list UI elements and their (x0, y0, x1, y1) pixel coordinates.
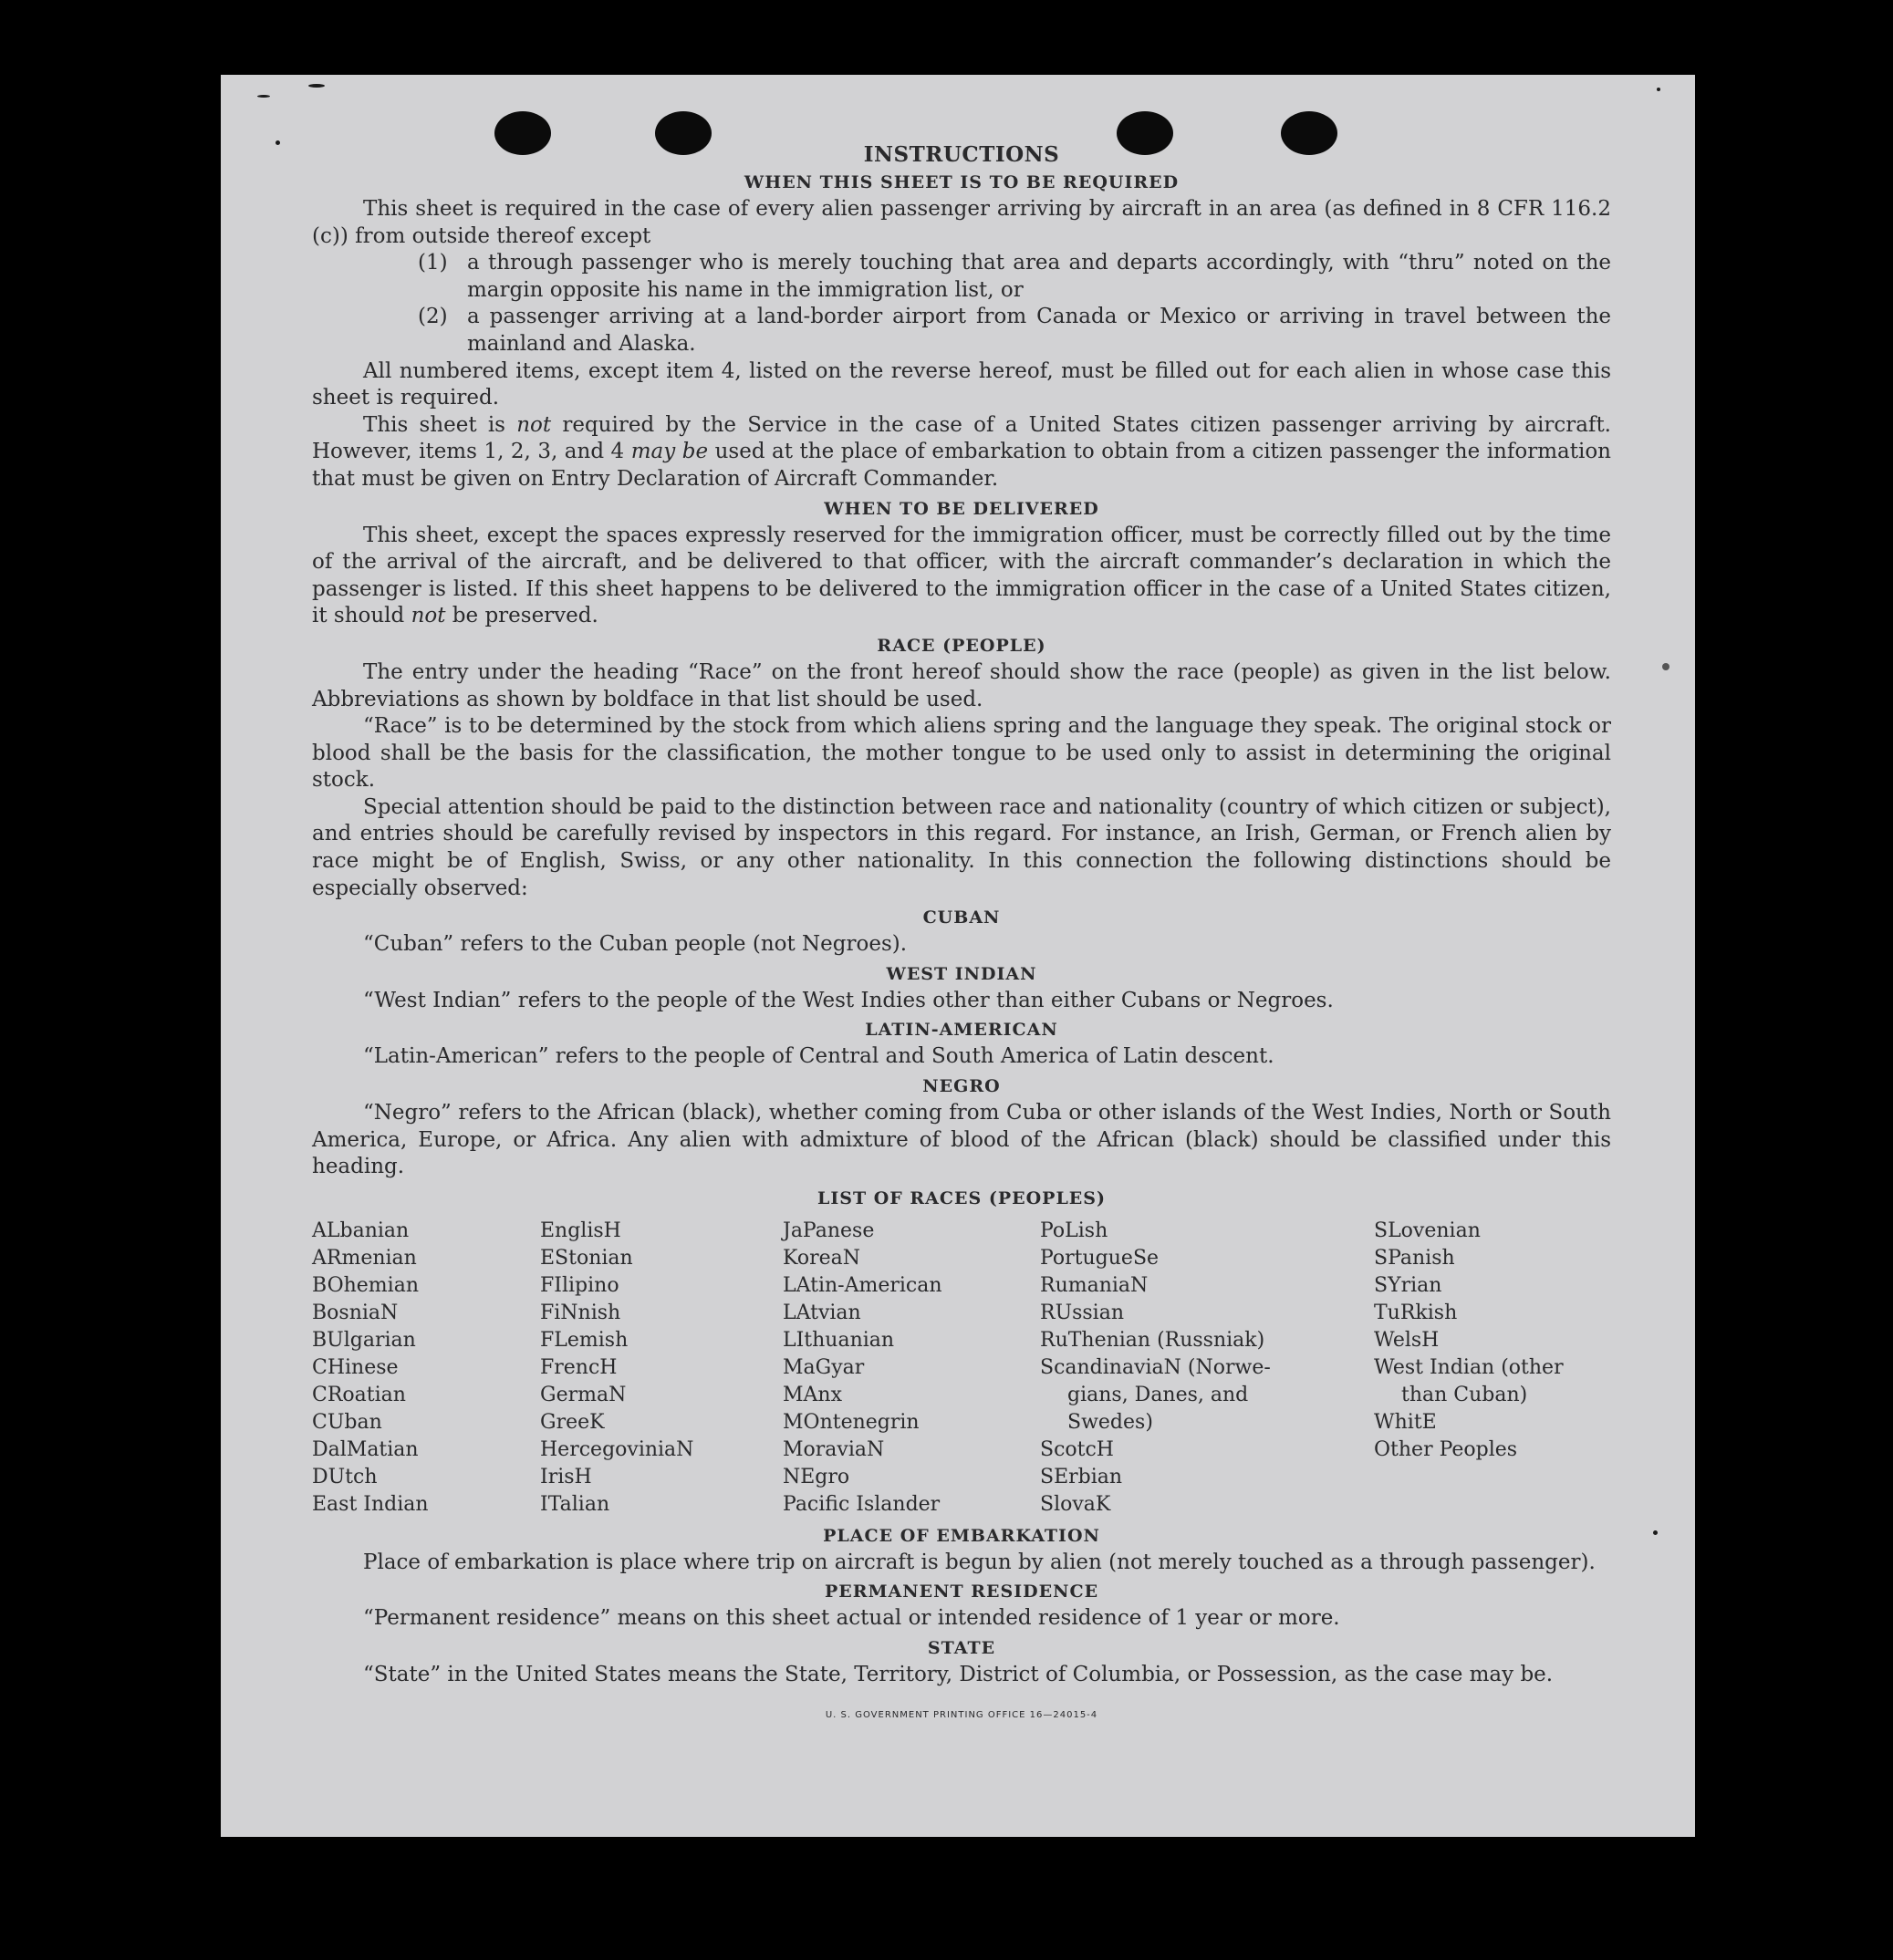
paragraph: The entry under the heading “Race” on the front hereof should show the race (people) as given in the list below. Abbreviations as shown by boldface in that list should be used. (312, 659, 1611, 711)
race-entry: ScotcH (1040, 1437, 1114, 1461)
list-item (418, 304, 1611, 358)
section-heading: LIST OF RACES (PEOPLES) (817, 1187, 1106, 1208)
race-entry: PortugueSe (1040, 1246, 1160, 1270)
document-sheet (221, 75, 1695, 1837)
race-entry: HercegoviniaN (540, 1437, 694, 1461)
race-entry: ScandinaviaN (Norwe- (1040, 1355, 1271, 1379)
race-entry: DUtch (312, 1465, 378, 1488)
paragraph: Place of embarkation is place where trip on aircraft is begun by alien (not merely touched as a through passenger). (363, 1550, 1596, 1574)
race-entry: TuRkish (1374, 1301, 1458, 1324)
race-entry: WhitE (1374, 1410, 1437, 1434)
paragraph: “State” in the United States means the State, Territory, District of Columbia, or Possession, as the case may be. (363, 1663, 1554, 1686)
race-entry: CHinese (312, 1355, 399, 1379)
race-column (540, 1218, 783, 1519)
race-entry: ITalian (540, 1492, 610, 1516)
emphasis: may be (630, 440, 709, 464)
paragraph: All numbered items, except item 4, listed on the reverse hereof, must be filled out for each alien in whose case this sheet is required. (312, 358, 1611, 410)
paragraph: “Latin-American” refers to the people of Central and South America of Latin descent. (363, 1044, 1274, 1069)
paragraph: “Cuban” refers to the Cuban people (not Negroes). (363, 932, 908, 957)
race-entry: East Indian (312, 1492, 429, 1516)
section-heading: PLACE OF EMBARKATION (823, 1525, 1100, 1546)
race-entry: PoLish (1040, 1219, 1108, 1242)
speck (1657, 88, 1660, 91)
section-heading: WHEN TO BE DELIVERED (824, 498, 1099, 519)
race-entry: LIthuanian (783, 1328, 895, 1352)
race-entry: WelsH (1374, 1328, 1440, 1352)
paragraph: This sheet is required in the case of every alien passenger arriving by aircraft in an area (as defined in 8 CFR 116.2 (c)) from outside thereof except (312, 197, 1611, 248)
race-entry: RumaniaN (1040, 1273, 1149, 1297)
race-entry: FiNnish (540, 1301, 621, 1324)
section-heading: LATIN-AMERICAN (865, 1020, 1058, 1041)
paragraph: “Permanent residence” means on this sheet actual or intended residence of 1 year or more. (363, 1606, 1340, 1631)
race-entry: RuThenian (Russniak) (1040, 1328, 1265, 1352)
race-entry: CRoatian (312, 1383, 406, 1406)
text-run: be preserved. (445, 604, 598, 628)
race-entry: MOntenegrin (783, 1410, 920, 1434)
race-entry: MoraviaN (783, 1437, 885, 1461)
race-entry: SLovenian (1374, 1219, 1481, 1242)
section-heading: RACE (PEOPLE) (877, 635, 1046, 656)
race-entry: SPanish (1374, 1246, 1455, 1270)
race-entry: SYrian (1374, 1273, 1442, 1297)
item-number: (2) (418, 305, 448, 329)
speck (1653, 1530, 1658, 1535)
race-entry: IrisH (540, 1465, 592, 1488)
race-entry: Pacific Islander (783, 1492, 941, 1516)
speck (308, 84, 325, 88)
race-column (1374, 1218, 1611, 1519)
race-entry: MAnx (783, 1383, 842, 1406)
race-entry: GermaN (540, 1383, 627, 1406)
race-entry: EStonian (540, 1246, 633, 1270)
race-entry: RUssian (1040, 1301, 1125, 1324)
race-entry: BosniaN (312, 1301, 399, 1324)
race-entry: CUban (312, 1410, 382, 1434)
list-item (418, 250, 1611, 304)
paragraph: “West Indian” refers to the people of the West Indies other than either Cubans or Negroes. (363, 988, 1334, 1012)
speck (1662, 663, 1669, 670)
race-entry: ALbanian (312, 1219, 410, 1242)
race-entry: gians, Danes, and (1067, 1383, 1249, 1406)
race-entry: SlovaK (1040, 1492, 1111, 1516)
text-run: required by the Service in the case of a United States citizen passenger arriving by aircraft. However, items 1, 2, 3, and 4 (312, 412, 1611, 464)
paragraph: “Race” is to be determined by the stock from which aliens spring and the language they speak. The original stock or blood shall be the basis for the classification, the mother tongue to be used only to assist in determining the original stock. (312, 714, 1611, 793)
section-heading: WHEN THIS SHEET IS TO BE REQUIRED (744, 172, 1180, 192)
race-entry: Swedes) (1067, 1410, 1153, 1434)
text-run: This sheet, except the spaces expressly reserved for the immigration officer, must be correctly filled out by the time of the arrival of the aircraft, and be delivered to that officer, with the aircraft commander’s declaration in which the passenger is listed. If this sheet happens to be delivered to the immigration officer in the case of a United States citizen, it should (312, 523, 1611, 628)
race-column (1040, 1218, 1374, 1519)
text-run: used at the place of embarkation to obtain from a citizen passenger the information that must be given on Entry Declaration of Aircraft Commander. (312, 440, 1611, 491)
section-heading: CUBAN (922, 907, 1001, 928)
race-entry: than Cuban) (1401, 1383, 1528, 1406)
paragraph: “Negro” refers to the African (black), whether coming from Cuba or other islands of the West Indies, North or South America, Europe, or Africa. Any alien with admixture of blood of the African (black) should be classified under this heading. (312, 1101, 1611, 1179)
emphasis: not (516, 412, 552, 437)
race-entry: DalMatian (312, 1437, 419, 1461)
race-entry: LAtvian (783, 1301, 861, 1324)
race-column (783, 1218, 1040, 1519)
text-run: This sheet is (363, 412, 517, 437)
race-entry: BUlgarian (312, 1328, 416, 1352)
race-entry: JaPanese (783, 1219, 875, 1242)
paragraph (312, 412, 1611, 493)
item-text: a passenger arriving at a land-border airport from Canada or Mexico or arriving in travel between the mainland and Alaska. (467, 305, 1611, 356)
race-entry: EnglisH (540, 1219, 621, 1242)
race-entry: SErbian (1040, 1465, 1123, 1488)
race-column (312, 1218, 540, 1519)
printing-office-footer: U. S. GOVERNMENT PRINTING OFFICE 16—24015-4 (825, 1709, 1098, 1720)
section-heading: STATE (927, 1638, 996, 1658)
section-heading: PERMANENT RESIDENCE (824, 1581, 1099, 1602)
race-list (312, 1218, 1611, 1519)
item-number: (1) (418, 251, 448, 275)
race-entry: ARmenian (312, 1246, 417, 1270)
race-entry: NEgro (783, 1465, 850, 1488)
document-title: INSTRUCTIONS (863, 142, 1060, 167)
emphasis: not (411, 604, 446, 628)
race-entry: West Indian (other (1374, 1355, 1564, 1379)
race-entry: GreeK (540, 1410, 605, 1434)
race-entry: BOhemian (312, 1273, 419, 1297)
section-heading: WEST INDIAN (886, 963, 1037, 984)
race-entry: KoreaN (783, 1246, 860, 1270)
speck (276, 140, 280, 145)
section-heading: NEGRO (922, 1076, 1001, 1097)
race-entry: LAtin-American (783, 1273, 942, 1297)
race-entry: FLemish (540, 1328, 629, 1352)
document-body (312, 143, 1611, 1728)
item-text: a through passenger who is merely touching that area and departs accordingly, with “thru” noted on the margin opposite his name in the immigration list, or (467, 251, 1611, 302)
race-entry: Other Peoples (1374, 1437, 1518, 1461)
race-entry: FrencH (540, 1355, 618, 1379)
paragraph (312, 523, 1611, 630)
race-entry: FIlipino (540, 1273, 619, 1297)
paragraph: Special attention should be paid to the distinction between race and nationality (country of which citizen or subject), and entries should be carefully revised by inspectors in this regard. For instance, an Irish, German, or French alien by race might be of English, Swiss, or any other nationality. In this connection the following distinctions should be especially observed: (312, 794, 1611, 900)
speck (257, 95, 270, 98)
race-entry: MaGyar (783, 1355, 865, 1379)
